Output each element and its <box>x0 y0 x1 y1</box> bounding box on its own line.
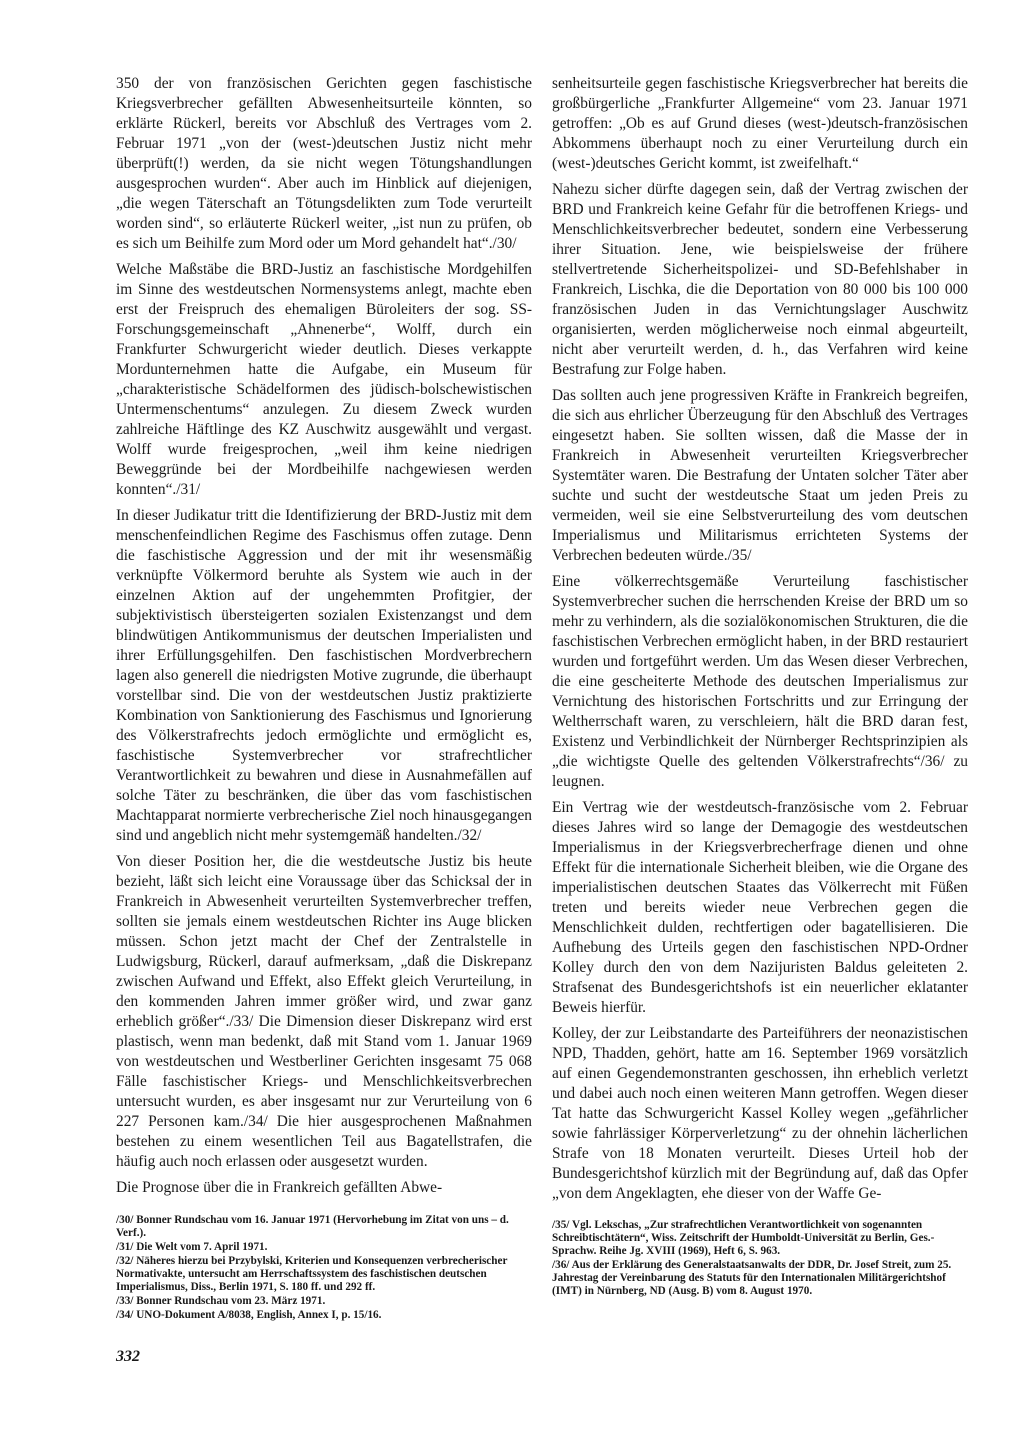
paragraph: Welche Maßstäbe die BRD-Justiz an faschistische Mordgehilfen im Sinne des westdeutschen Normensystems anlegt, machte eben erst der Freispruch des ehemaligen Büroleiters der sog. SS-Forschungsgemeinschaft „Ahnenerbe“, Wolff, durch ein Frankfurter Schwurgericht wieder deutlich. Dieses verkappte Mordunternehmen hatte die Aufgabe, ein Museum für „charakteristische Schädelformen des jüdisch-bolschewistischen Untermenschentums“ anzulegen. Zu diesem Zweck wurden zahlreiche Häftlinge des KZ Auschwitz ausgewählt und vergast. Wolff wurde freigesprochen, „weil ihm keine niedrigen Beweggründe bei der Mordbeihilfe nachgewiesen werden konnten“./31/ <box>116 261 532 498</box>
paragraph: Das sollten auch jene progressiven Kräfte in Frankreich begreifen, die sich aus ehrlicher Überzeugung für den Abschluß des Vertrages eingesetzt haben. Sie sollten wissen, daß die Masse der in Frankreich in Abwesenheit verurteilten Kriegsverbrecher Systemtäter waren. Die Bestrafung der Untaten solcher Täter aber suchte und sucht der westdeutsche Staat um jeden Preis zu vermeiden, weil sie eine Selbstverurteilung des vom deutschen Imperialismus und Militarismus errichteten Systems der Verbrechen bedeuten würde./35/ <box>552 387 968 564</box>
paragraph: Kolley, der zur Leibstandarte des Parteiführers der neonazistischen NPD, Thadden, gehört, hatte am 16. September 1969 vorsätzlich auf einen Gegendemonstranten geschossen, ihn erheblich verletzt und dabei auch noch einen weiteren Mann getroffen. Wegen dieser Tat hatte das Schwurgericht Kassel Kolley wegen „gefährlicher sowie fahrlässiger Körperverletzung“ zu der ohnehin lächerlichen Strafe von 18 Monaten verurteilt. Dieses Urteil hob der Bundesgerichtshof kürzlich mit der Begründung auf, daß das Opfer „von dem Angeklagten, ehe dieser von der Waffe Ge- <box>552 1025 968 1202</box>
footnotes-right <box>552 1219 972 1299</box>
paragraph: Von dieser Position her, die die westdeutsche Justiz bis heute bezieht, läßt sich leicht eine Voraussage über das Schicksal der in Frankreich in Abwesenheit verurteilten Systemverbrecher treffen, sollten sie jemals einem westdeutschen Richter ins Auge blicken müssen. Schon jetzt macht der Chef der Zentralstelle in Ludwigsburg, Rückerl, darauf aufmerksam, „daß die Diskrepanz zwischen Aufwand und Effekt, also Effekt gleich Verurteilung, in den kommenden Jahren immer größer wird, und zwar ganz erheblich größer“./33/ Die Dimension dieser Diskrepanz wird erst plastisch, wenn man bedenkt, daß mit Stand vom 1. Januar 1969 von westdeutschen und Westberliner Gerichten insgesamt 75 068 Fälle faschistischer Kriegs- und Menschlichkeitsverbrechen untersucht wurden, es aber insgesamt nur zur Verurteilung von 6 227 Personen kam./34/ Die hier ausgesprochenen Maßnahmen bestehen zu einem wesentlichen Teil aus Bagatellstrafen, die häufig auch noch erlassen oder ausgesetzt wurden. <box>116 853 532 1170</box>
paragraph: senheitsurteile gegen faschistische Kriegsverbrecher hat bereits die großbürgerliche „Frankfurter Allgemeine“ vom 23. Januar 1971 getroffen: „Ob es auf Grund dieses (west-)deutsch-französischen Abkommens überhaupt noch zu einer Verurteilung durch ein (west-)deutsches Gericht kommt, ist zweifelhaft.“ <box>552 75 968 172</box>
footnote: /32/ Näheres hierzu bei Przybylski, Kriterien und Konsequenzen verbrecherischer Normativakte, untersucht am Herrschaftssystem des faschistischen deutschen Imperialismus, Diss., Berlin 1971, S. 180 ff. und 292 ff. <box>116 1255 508 1293</box>
footnote: /34/ UNO-Dokument A/8038, English, Annex I, p. 15/16. <box>116 1309 382 1321</box>
footnote: /36/ Aus der Erklärung des Generalstaatsanwalts der DDR, Dr. Josef Streit, zum 25. Jahrestag der Vereinbarung des Statuts für den Internationalen Militärgerichtshof (IMT) in Nürnberg, ND (Ausg. B) vom 8. August 1970. <box>552 1259 952 1297</box>
footnotes-left <box>116 1214 536 1323</box>
footnote: /33/ Bonner Rundschau vom 23. März 1971. <box>116 1295 326 1307</box>
footnote: /31/ Die Welt vom 7. April 1971. <box>116 1241 268 1253</box>
paragraph: Die Prognose über die in Frankreich gefällten Abwe- <box>116 1179 443 1196</box>
paragraph: Ein Vertrag wie der westdeutsch-französische vom 2. Februar dieses Jahres wird so lange der Demagogie des westdeutschen Imperialismus in der Kriegsverbrecherfrage dienen und ohne Effekt für die internationale Sicherheit bleiben, wie die Organe des imperialistischen deutschen Staates das Völkerrecht mit Füßen treten und bereits wieder neue Verbrechen gegen die Menschlichkeit dulden, rechtfertigen oder bagatellisieren. Die Aufhebung des Urteils gegen den faschistischen NPD-Ordner Kolley durch den von dem Nazijuristen Baldus geleiteten 2. Strafsenat des Bundesgerichtshofs ist ein neuerlicher eklatanter Beweis hierfür. <box>552 799 968 1016</box>
paragraph: In dieser Judikatur tritt die Identifizierung der BRD-Justiz mit dem menschenfeindlichen Regime des Faschismus offen zutage. Denn die faschistische Aggression und der mit ihr wesensmäßig verknüpfte Völkermord beruhte als System wie auch in der einzelnen Aktion auf der ungehemmten Profitgier, der subjektivistisch übersteigerten sozialen Existenzangst und dem blindwütigen Antikommunismus der deutschen Imperialisten und ihrer Erfüllungsgehilfen. Den faschistischen Mordverbrechern lagen also generell die niedrigsten Motive zugrunde, die überhaupt vorstellbar sind. Die von der westdeutschen Justiz praktizierte Kombination von Sanktionierung des Faschismus und Ignorierung des Völkerstrafrechts jedoch ermöglichte und ermöglicht es, faschistische Systemverbrecher vor strafrechtlicher Verantwortlichkeit zu bewahren und diese in Ausnahmefällen auf solche Täter zu beschränken, die über das vom faschistischen Machtapparat normierte verbrecherische Ziel noch hinausgegangen sind und angeblich nicht mehr systemgemäß handelten./32/ <box>116 507 532 844</box>
page-number: 332 <box>116 1348 140 1365</box>
paragraph: 350 der von französischen Gerichten gegen faschistische Kriegsverbrecher gefällten Abwesenheitsurteile könnten, so erklärte Rückerl, bereits vor Abschluß des Vertrages vom 2. Februar 1971 „von der (west-)deutschen Justiz nicht mehr überprüft(!) werden, da sie nicht wegen Tötungshandlungen ausgesprochen wurden“. Aber auch im Hinblick auf diejenigen, „die wegen Täterschaft an Tötungsdelikten zum Tode verurteilt worden sind“, so erläuterte Rückerl weiter, „ist nun zu prüfen, ob es sich um Beihilfe zum Mord oder um Mord gehandelt hat“./30/ <box>116 75 532 252</box>
footnote: /30/ Bonner Rundschau vom 16. Januar 1971 (Hervorhebung im Zitat von uns – d. Verf.). <box>116 1214 509 1239</box>
right-column <box>552 74 968 1210</box>
left-column <box>116 74 532 1204</box>
paragraph: Eine völkerrechtsgemäße Verurteilung faschistischer Systemverbrecher suchen die herrschenden Kreise der BRD um so mehr zu verhindern, als die sozialökonomischen Strukturen, die die faschistischen Verbrechen ermöglicht haben, in der BRD restauriert wurden und fortgeführt werden. Um das Wesen dieser Verbrechen, die eine gescheiterte Methode des deutschen Imperialismus zur Vernichtung des historischen Fortschritts und zur Erringung der Weltherrschaft waren, zu verschleiern, hält die BRD daran fest, Existenz und Verbindlichkeit der Nürnberger Rechtsprinzipien als „die wichtigste Quelle des geltenden Völkerstrafrechts“/36/ zu leugnen. <box>552 573 968 790</box>
paragraph: Nahezu sicher dürfte dagegen sein, daß der Vertrag zwischen der BRD und Frankreich keine Gefahr für die betroffenen Kriegs- und Menschlichkeitsverbrecher bedeutet, sondern eine Verbesserung ihrer Situation. Jene, wie beispielsweise der frühere stellvertretende Sicherheitspolizei- und SD-Befehlshaber in Frankreich, Lischka, die die Deportation von 80 000 bis 100 000 französischen Juden in das Vernichtungslager Auschwitz organisierten, werden möglicherweise noch einmal abgeurteilt, nicht aber verurteilt werden, d. h., das Verfahren wird keine Bestrafung zur Folge haben. <box>552 181 968 378</box>
footnote: /35/ Vgl. Lekschas, „Zur strafrechtlichen Verantwortlichkeit von sogenannten Schreibtischtätern“, Wiss. Zeitschrift der Humboldt-Universität zu Berlin, Ges.-Sprachw. Reihe Jg. XVIII (1969), Heft 6, S. 963. <box>552 1219 935 1257</box>
